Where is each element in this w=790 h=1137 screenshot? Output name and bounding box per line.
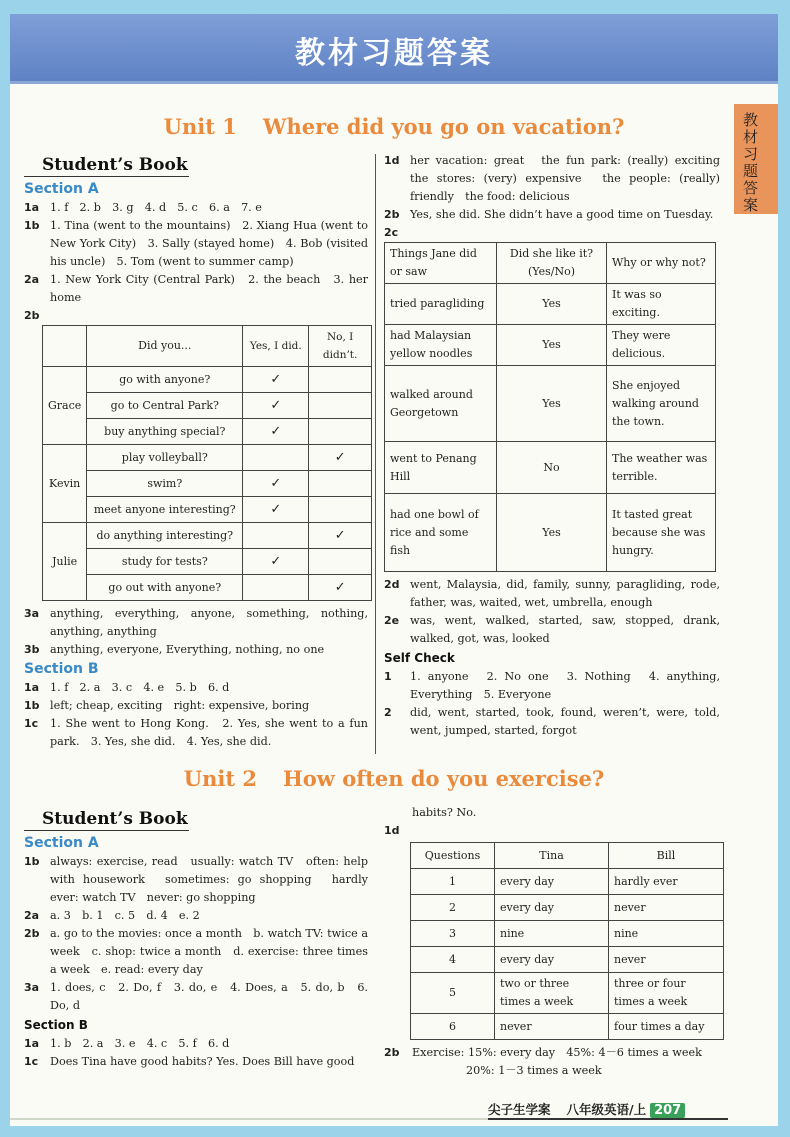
table-header: Why or why not?	[607, 243, 716, 284]
table-row	[43, 523, 372, 549]
answer-text: a. 3 b. 1 c. 5 d. 4 e. 2	[50, 909, 200, 922]
bill-cell: three or four times a week	[609, 973, 724, 1014]
label-1d: 1d	[384, 824, 400, 837]
unit1-number: Unit 1	[163, 114, 237, 139]
bill-cell: nine	[609, 921, 724, 947]
answer-line	[24, 853, 368, 907]
answer-key: 2d	[384, 578, 400, 591]
answer-text: 1. f 2. a 3. c 4. e 5. b 6. d	[50, 681, 230, 694]
question-number: 4	[411, 947, 495, 973]
answer-text: her vacation: great the fun park: (really) exciting the stores: (very) expensive the people: (really) friendly the food: delicious	[410, 154, 732, 203]
answer-key: 3a	[24, 981, 40, 994]
answer-key: 3a	[24, 607, 40, 620]
table-row	[43, 471, 372, 497]
footer-line	[488, 1118, 728, 1120]
thing-cell: went to Penang Hill	[385, 442, 497, 494]
section-a-heading: Section A	[24, 835, 99, 851]
table-row	[43, 445, 372, 471]
answer-text: 1. b 2. a 3. e 4. c 5. f 6. d	[50, 1037, 230, 1050]
section-a-heading: Section A	[24, 181, 99, 197]
answer-key: 1b	[24, 855, 40, 868]
table-row	[411, 895, 724, 921]
yes-cell: ✓	[243, 419, 309, 445]
answer-line	[24, 715, 368, 751]
page-title: 教材习题答案	[295, 36, 493, 71]
question-number: 1	[411, 869, 495, 895]
answer-line	[24, 925, 368, 979]
question-number: 5	[411, 973, 495, 1014]
answer-key: 2b	[24, 927, 40, 940]
answer-key: 2e	[384, 614, 400, 627]
no-cell	[309, 367, 372, 393]
yes-cell	[243, 523, 309, 549]
answer-line	[384, 704, 720, 740]
yes-cell: ✓	[243, 471, 309, 497]
answer-line	[24, 679, 368, 697]
bill-cell: never	[609, 895, 724, 921]
reason-cell: She enjoyed walking around the town.	[607, 366, 716, 442]
answer-key: 2	[384, 706, 392, 719]
unit2-left-column	[24, 808, 368, 1071]
table-header: Did she like it? (Yes/No)	[497, 243, 607, 284]
answer-line	[24, 1035, 368, 1053]
reason-cell: It was so exciting.	[607, 284, 716, 325]
student-book-heading: Student’s Book	[24, 808, 189, 831]
question-cell: study for tests?	[87, 549, 243, 575]
answer-key: 1a	[24, 1037, 40, 1050]
question-cell: buy anything special?	[87, 419, 243, 445]
answer-line	[24, 217, 368, 271]
thing-cell: walked around Georgetown	[385, 366, 497, 442]
table-row	[411, 973, 724, 1014]
table-2b	[42, 325, 372, 601]
side-tab-char: 教	[743, 111, 759, 129]
answer-text: left; cheap, exciting right: expensive, boring	[50, 699, 310, 712]
question-cell: meet anyone interesting?	[87, 497, 243, 523]
unit1-heading: Where did you go on vacation?	[262, 114, 625, 139]
table-header: Tina	[495, 843, 609, 869]
question-number: 6	[411, 1014, 495, 1040]
tina-cell: every day	[495, 869, 609, 895]
side-tab-char: 习	[743, 145, 759, 163]
unit1-right-column	[384, 152, 732, 740]
table-row	[385, 325, 716, 366]
thing-cell: tried paragliding	[385, 284, 497, 325]
no-cell	[309, 497, 372, 523]
reason-cell: They were delicious.	[607, 325, 716, 366]
answer-key: 1	[384, 670, 392, 683]
answer-text: anything, everyone, Everything, nothing, no one	[50, 643, 325, 656]
answer-text: always: exercise, read usually: watch TV often: help with housework sometimes: go shopping hardly ever: watch TV never: go shopping	[50, 855, 368, 904]
tina-cell: every day	[495, 895, 609, 921]
answer-text: anything, everything, anyone, something, nothing, anything, anything	[50, 607, 368, 638]
yes-cell	[243, 445, 309, 471]
answer-key: 2a	[24, 273, 40, 286]
answer-line	[384, 1044, 728, 1062]
person-name: Kevin	[43, 445, 87, 523]
side-tab-char: 案	[743, 196, 759, 214]
answer-text: 1. f 2. b 3. g 4. d 5. c 6. a 7. e	[50, 201, 262, 214]
answer-text: 1. anyone 2. No one 3. Nothing 4. anything, Everything 5. Everyone	[410, 670, 720, 701]
table-row	[385, 284, 716, 325]
liked-cell: Yes	[497, 366, 607, 442]
footer	[488, 1100, 701, 1118]
tina-cell: every day	[495, 947, 609, 973]
reason-cell: It tasted great because she was hungry.	[607, 494, 716, 572]
unit1-left-column	[24, 154, 368, 751]
answer-line	[384, 152, 732, 206]
answer-text: 1. does, c 2. Do, f 3. do, e 4. Does, a 5. do, b 6. Do, d	[50, 981, 368, 1012]
answer-key: 1b	[24, 219, 40, 232]
question-cell: play volleyball?	[87, 445, 243, 471]
page	[10, 14, 778, 1126]
answer-text: went, Malaysia, did, family, sunny, paragliding, rode, father, was, waited, wet, umbrella, enough	[410, 578, 720, 609]
table-row	[411, 869, 724, 895]
label-2b: 2b	[24, 309, 40, 322]
answer-text: 1. New York City (Central Park) 2. the beach 3. her home	[50, 273, 368, 304]
answer-line	[384, 576, 720, 612]
answer-line	[24, 199, 368, 217]
header-banner	[10, 14, 778, 84]
answer-line	[24, 271, 368, 307]
liked-cell: Yes	[497, 284, 607, 325]
question-number: 3	[411, 921, 495, 947]
answer-text: did, went, started, took, found, weren’t, were, told, went, jumped, started, forgot	[410, 706, 720, 737]
liked-cell: No	[497, 442, 607, 494]
table-row	[43, 393, 372, 419]
self-check-heading: Self Check	[384, 651, 455, 665]
side-tab-char: 材	[743, 128, 759, 146]
table-row	[385, 366, 716, 442]
column-divider	[375, 154, 376, 754]
yes-cell: ✓	[243, 549, 309, 575]
answer-line	[24, 605, 368, 641]
answer-key: 2b	[384, 208, 400, 221]
continued-text: habits? No.	[412, 806, 477, 819]
answer-text: Does Tina have good habits? Yes. Does Bill have good	[50, 1055, 355, 1068]
answer-line	[384, 612, 720, 648]
bill-cell: four times a day	[609, 1014, 724, 1040]
unit2-number: Unit 2	[183, 766, 257, 791]
unit2-right-column	[384, 804, 728, 1080]
answer-text: a. go to the movies: once a month b. watch TV: twice a week c. shop: twice a month d. exercise: three times a week e. read: every day	[50, 927, 368, 976]
yes-cell: ✓	[243, 393, 309, 419]
tina-cell: nine	[495, 921, 609, 947]
table-header: Did you...	[87, 326, 243, 367]
table-row	[411, 947, 724, 973]
question-cell: go out with anyone?	[87, 575, 243, 601]
answer-key: 2a	[24, 909, 40, 922]
table-header: Things Jane did or saw	[385, 243, 497, 284]
footer-brand: 尖子生学案	[488, 1102, 551, 1117]
question-cell: go with anyone?	[87, 367, 243, 393]
section-b-heading: Section B	[24, 1018, 88, 1032]
answer-line	[24, 1053, 368, 1071]
answer-text: 1. Tina (went to the mountains) 2. Xiang Hua (went to New York City) 3. Sally (stayed home) 4. Bob (visited his uncle) 5. Tom (went to summer camp)	[50, 219, 368, 268]
unit2-title	[10, 766, 778, 791]
answer-key: 1d	[384, 154, 400, 167]
unit1-title	[10, 111, 778, 139]
question-number: 2	[411, 895, 495, 921]
yes-cell: ✓	[243, 497, 309, 523]
table-1d	[410, 842, 724, 1040]
answer-text: Exercise: 15%: every day 45%: 4－6 times a week	[412, 1046, 702, 1059]
student-book-heading: Student’s Book	[24, 154, 189, 177]
answer-line	[24, 641, 368, 659]
page-number: 207	[650, 1103, 685, 1118]
table-row	[43, 497, 372, 523]
table-row	[43, 367, 372, 393]
bill-cell: hardly ever	[609, 869, 724, 895]
footer-bar	[10, 1118, 488, 1120]
answer-key: 2b	[384, 1046, 400, 1059]
table-row	[411, 921, 724, 947]
no-cell	[309, 471, 372, 497]
side-tab-char: 答	[743, 179, 759, 197]
answer-key: 1b	[24, 699, 40, 712]
table-header: No, I didn’t.	[309, 326, 372, 367]
table-row	[385, 442, 716, 494]
table-header: Questions	[411, 843, 495, 869]
liked-cell: Yes	[497, 494, 607, 572]
answer-key: 1a	[24, 681, 40, 694]
answer-key: 1c	[24, 1055, 39, 1068]
no-cell: ✓	[309, 523, 372, 549]
answer-line	[24, 979, 368, 1015]
answer-line	[24, 907, 368, 925]
section-b-heading: Section B	[24, 661, 99, 677]
table-header	[43, 326, 87, 367]
answer-text: 1. She went to Hong Kong. 2. Yes, she went to a fun park. 3. Yes, she did. 4. Yes, she did.	[50, 717, 368, 748]
no-cell	[309, 393, 372, 419]
answer-text: Yes, she did. She didn’t have a good time on Tuesday.	[410, 208, 714, 221]
answer-line	[384, 668, 720, 704]
answer-line	[384, 206, 720, 224]
reason-cell: The weather was terrible.	[607, 442, 716, 494]
thing-cell: had one bowl of rice and some fish	[385, 494, 497, 572]
yes-cell: ✓	[243, 367, 309, 393]
question-cell: do anything interesting?	[87, 523, 243, 549]
table-header: Yes, I did.	[243, 326, 309, 367]
table-header: Bill	[609, 843, 724, 869]
answer-key: 1c	[24, 717, 39, 730]
table-row	[43, 419, 372, 445]
no-cell	[309, 419, 372, 445]
answer-line	[24, 697, 368, 715]
table-row	[411, 1014, 724, 1040]
no-cell: ✓	[309, 445, 372, 471]
footer-grade: 八年级英语/上	[566, 1102, 647, 1117]
answer-key: 1a	[24, 201, 40, 214]
question-cell: swim?	[87, 471, 243, 497]
table-2c	[384, 242, 716, 572]
tina-cell: never	[495, 1014, 609, 1040]
table-row	[43, 575, 372, 601]
side-tab-char: 题	[743, 162, 759, 180]
thing-cell: had Malaysian yellow noodles	[385, 325, 497, 366]
unit2-heading: How often do you exercise?	[282, 766, 605, 791]
question-cell: go to Central Park?	[87, 393, 243, 419]
label-2c: 2c	[384, 226, 399, 239]
answer-key: 3b	[24, 643, 40, 656]
bill-cell: never	[609, 947, 724, 973]
no-cell: ✓	[309, 575, 372, 601]
tina-cell: two or three times a week	[495, 973, 609, 1014]
liked-cell: Yes	[497, 325, 607, 366]
person-name: Julie	[43, 523, 87, 601]
answer-text: was, went, walked, started, saw, stopped, drank, walked, got, was, looked	[410, 614, 720, 645]
yes-cell	[243, 575, 309, 601]
no-cell	[309, 549, 372, 575]
table-row	[385, 494, 716, 572]
person-name: Grace	[43, 367, 87, 445]
answer-text: 20%: 1－3 times a week	[466, 1064, 602, 1077]
table-row	[43, 549, 372, 575]
